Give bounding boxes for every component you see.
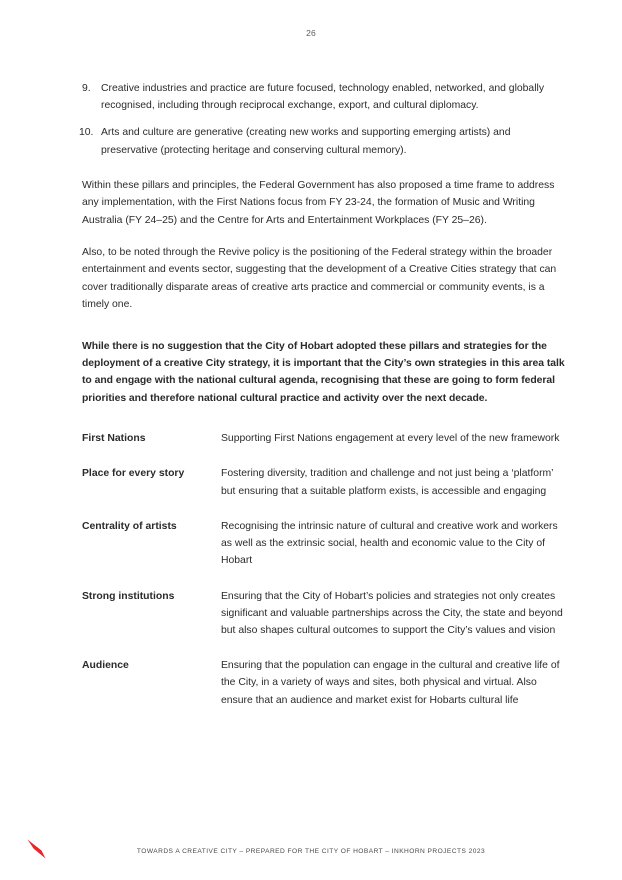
list-item-text: Arts and culture are generative (creating new works and supporting emerging artists) and preservative (protecting heritage and conserving cultural memory).	[101, 127, 511, 156]
list-item-text: Creative industries and practice are future focused, technology enabled, networked, and globally recognised, including through reciprocal exchange, export, and cultural diplomacy.	[101, 83, 545, 112]
list-item-marker: 9.	[82, 83, 91, 94]
definition-description: Ensuring that the City of Hobart’s policies and strategies not only creates significant and valuable partnerships across the City, the state and beyond but also shapes cultural outcomes to support the City’s values and vision	[221, 590, 563, 636]
definition-term: Place for every story	[82, 468, 185, 480]
table-row	[82, 518, 566, 588]
page-number: 26	[306, 28, 316, 38]
numbered-list	[79, 80, 566, 159]
table-row	[82, 588, 566, 658]
table-row	[82, 430, 566, 465]
page-content	[79, 80, 566, 709]
footer-caption: TOWARDS A CREATIVE CITY – PREPARED FOR THE CITY OF HOBART – INKHORN PROJECTS 2023	[136, 848, 486, 855]
definition-term: Centrality of artists	[82, 520, 177, 532]
emphasis-paragraph: While there is no suggestion that the City of Hobart adopted these pillars and strategies for the deployment of a creative City strategy, it is important that the City’s own strategies in this area talk to and engage with the national cultural agenda, recognising that these are going to form federal priorities and therefore national cultural practice and activity over the next decade.	[82, 340, 565, 404]
body-paragraph: Within these pillars and principles, the Federal Government has also proposed a time frame to address any implementation, with the First Nations focus from FY 23-24, the formation of Music and Writing Australia (FY 24–25) and the Centre for Arts and Entertainment Workplaces (FY 25–26).	[82, 179, 555, 226]
definition-term: Strong institutions	[82, 590, 175, 602]
body-paragraph: Also, to be noted through the Revive policy is the positioning of the Federal strategy within the broader entertainment and events sector, suggesting that the development of a Creative Cities strategy that can cover traditionally disparate areas of creative arts practice and commercial or community events, is a timely one.	[82, 247, 557, 311]
list-item	[79, 124, 566, 158]
page-footer	[0, 818, 622, 880]
table-row	[82, 465, 566, 517]
definition-term: First Nations	[82, 433, 146, 445]
definition-term: Audience	[82, 660, 129, 672]
table-row	[82, 657, 566, 709]
definition-description: Fostering diversity, tradition and challenge and not just being a ‘platform’ but ensuring that a suitable platform exists, is accessible and engaging	[221, 468, 554, 497]
definition-description: Recognising the intrinsic nature of cultural and creative work and workers as well as the extrinsic social, health and economic value to the City of Hobart	[221, 520, 558, 567]
definition-description: Supporting First Nations engagement at every level of the new framework	[221, 433, 560, 445]
list-item-marker: 10.	[79, 127, 94, 139]
definition-table	[82, 430, 566, 708]
list-item	[82, 80, 566, 114]
definition-description: Ensuring that the population can engage in the cultural and creative life of the City, in a variety of ways and sites, both physical and virtual. Also ensure that an audience and market exist for Hobarts cultural life	[221, 660, 560, 706]
